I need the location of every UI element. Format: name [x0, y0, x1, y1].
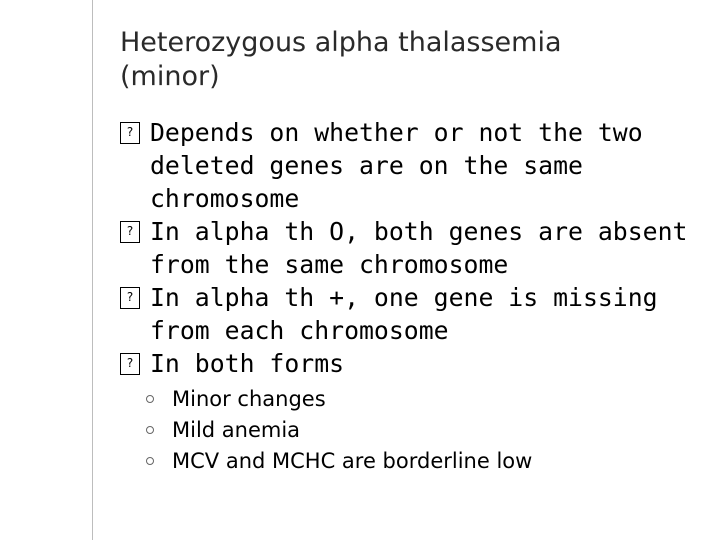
bullet-item: [120, 347, 710, 380]
missing-glyph-box-icon: [120, 122, 140, 144]
sub-bullet-item: [146, 415, 706, 446]
bullet-item: [120, 215, 710, 281]
slide-title-line-2: (minor): [120, 61, 220, 92]
missing-glyph-box-icon: [120, 221, 140, 243]
hollow-circle-icon: [146, 426, 154, 434]
bullet-item: [120, 116, 710, 215]
slide-title: [120, 26, 700, 94]
slide-title-line-1: Heterozygous alpha thalassemia: [120, 27, 562, 58]
sub-bullet-text: Mild anemia: [172, 418, 301, 442]
sub-bullet-list: [146, 384, 706, 477]
bullet-list: [120, 116, 710, 380]
sub-bullet-text: MCV and MCHC are borderline low: [172, 449, 533, 473]
hollow-circle-icon: [146, 395, 154, 403]
bullet-text: Depends on whether or not the two deleted genes are on the same chromosome: [150, 118, 643, 213]
missing-glyph-box-icon: [120, 353, 140, 375]
bullet-text: In both forms: [150, 349, 345, 378]
sub-bullet-text: Minor changes: [172, 387, 326, 411]
hollow-circle-icon: [146, 457, 154, 465]
slide-frame-line: [92, 0, 93, 540]
bullet-text: In alpha th O, both genes are absent from the same chromosome: [150, 217, 688, 279]
bullet-item: [120, 281, 710, 347]
bullet-text: In alpha th +, one gene is missing from each chromosome: [150, 283, 658, 345]
missing-glyph-box-icon: [120, 287, 140, 309]
sub-bullet-item: [146, 446, 706, 477]
sub-bullet-item: [146, 384, 706, 415]
